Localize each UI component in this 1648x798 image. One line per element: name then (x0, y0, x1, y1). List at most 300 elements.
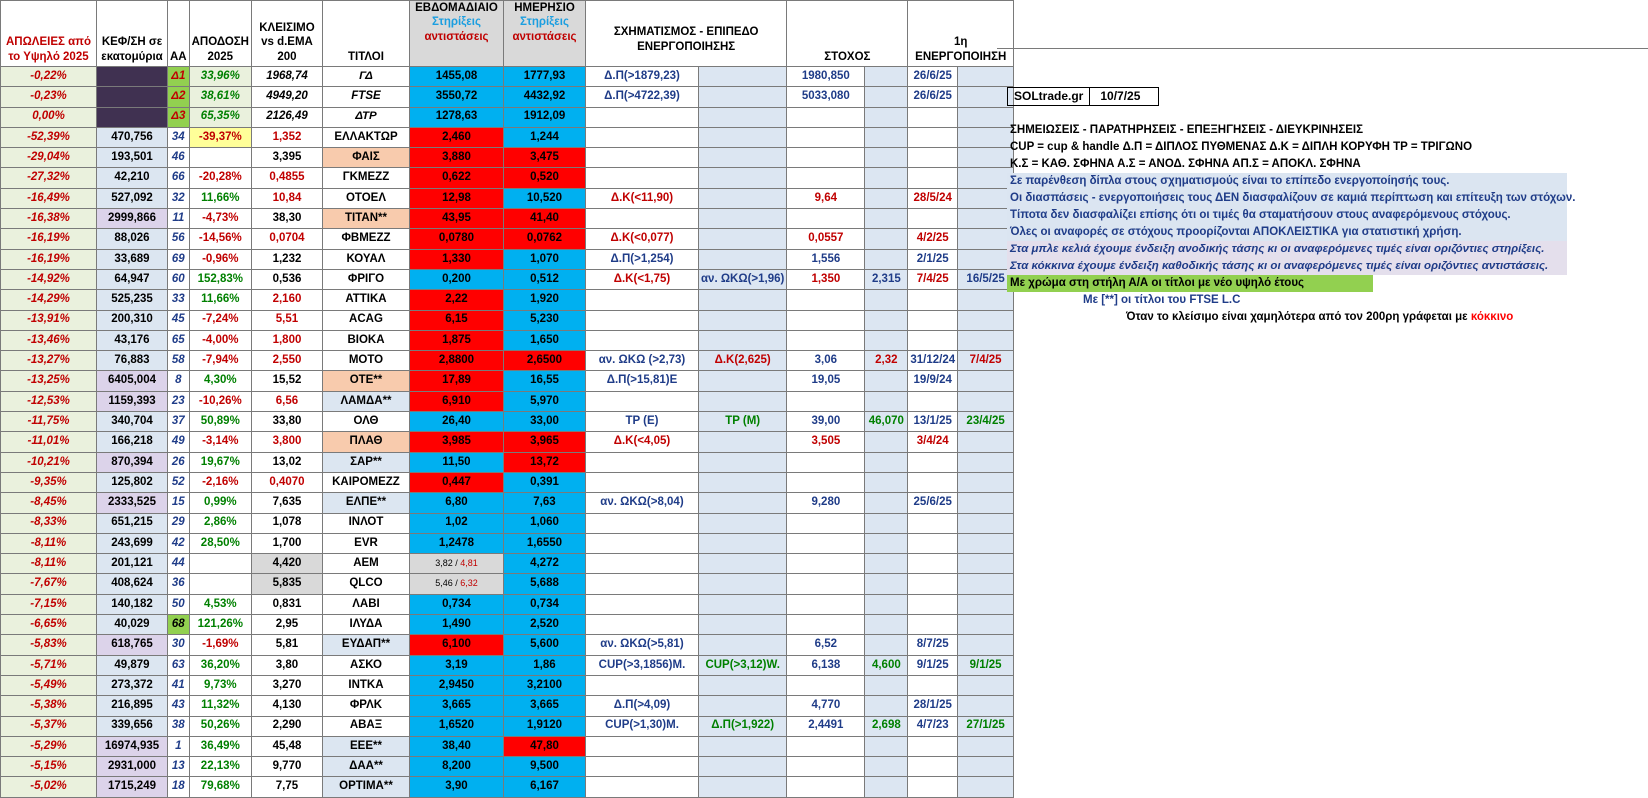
activation-cell (908, 615, 958, 635)
activation2-cell (958, 574, 1014, 594)
pattern2-cell (698, 330, 786, 350)
pattern-cell: αν. ΩΚΩ (>2,73) (585, 351, 698, 371)
target-cell (787, 330, 865, 350)
daily-cell: 33,00 (503, 412, 585, 432)
target-cell (787, 391, 865, 411)
weekly-cell: 1,490 (409, 615, 503, 635)
aa-cell: 8 (168, 371, 190, 391)
pattern-cell: Δ.Π(>4,09) (585, 696, 698, 716)
table-row (1, 655, 1014, 675)
ticker-cell: ΕΛΠΕ** (322, 493, 409, 513)
aa-cell: 63 (168, 655, 190, 675)
return-cell: -1,69% (189, 635, 251, 655)
close-cell: 4,420 (251, 554, 322, 574)
target-cell: 1980,850 (787, 67, 865, 87)
activation2-cell (958, 87, 1014, 107)
return-cell: 36,49% (189, 736, 251, 756)
daily-cell: 2,6500 (503, 351, 585, 371)
table-row (1, 269, 1014, 289)
return-cell: 50,26% (189, 716, 251, 736)
target-cell (787, 472, 865, 492)
close-cell: 1,078 (251, 513, 322, 533)
cap-cell: 88,026 (97, 229, 168, 249)
loss-cell: -9,35% (1, 472, 97, 492)
aa-cell: 18 (168, 777, 190, 797)
activation2-cell: 23/4/25 (958, 412, 1014, 432)
header-row (1, 1, 1014, 67)
ticker-cell: ΑΣΚΟ (322, 655, 409, 675)
target2-cell (865, 554, 908, 574)
pattern2-cell: Δ.Π(>1,922) (698, 716, 786, 736)
daily-cell: 0,734 (503, 594, 585, 614)
activation2-cell (958, 736, 1014, 756)
target2-cell (865, 67, 908, 87)
target-cell (787, 452, 865, 472)
target-cell: 9,64 (787, 188, 865, 208)
loss-cell: -11,01% (1, 432, 97, 452)
aa-cell: 15 (168, 493, 190, 513)
cap-cell: 64,947 (97, 269, 168, 289)
ticker-cell: ΕΥΔΑΠ** (322, 635, 409, 655)
close-cell: 0,4070 (251, 472, 322, 492)
loss-cell: -5,15% (1, 757, 97, 777)
target2-cell (865, 87, 908, 107)
ticker-cell: ΑΒΑΞ (322, 716, 409, 736)
note-targets: Τίποτα δεν διασφαλίζει επίσης ότι οι τιμές θα σταματήσουν στους αναφερόμενους στόχους. (1007, 207, 1567, 224)
daily-cell: 1912,09 (503, 107, 585, 127)
table-row (1, 615, 1014, 635)
pattern-cell (585, 472, 698, 492)
loss-cell: -5,37% (1, 716, 97, 736)
cap-cell: 140,182 (97, 594, 168, 614)
legend-line-1: CUP = cup & handle Δ.Π = ΔΙΠΛΟΣ ΠΥΘΜΕΝΑΣ Δ.Κ = ΔΙΠΛΗ ΚΟΡΥΦΗ TP = ΤΡΙΓΩΝΟ (1010, 141, 1473, 153)
target2-cell (865, 209, 908, 229)
table-row (1, 635, 1014, 655)
aa-cell: 30 (168, 635, 190, 655)
close-cell: 45,48 (251, 736, 322, 756)
weekly-cell: 2,460 (409, 127, 503, 147)
weekly-cell: 6,910 (409, 391, 503, 411)
close-cell: 0,831 (251, 594, 322, 614)
header-loss: ΑΠΩΛΕΙΕΣ από το Υψηλό 2025 (1, 1, 97, 67)
loss-cell: -52,39% (1, 127, 97, 147)
return-cell: 9,73% (189, 675, 251, 695)
activation2-cell (958, 188, 1014, 208)
activation2-cell (958, 432, 1014, 452)
return-cell: 121,26% (189, 615, 251, 635)
cap-cell: 273,372 (97, 675, 168, 695)
activation2-cell (958, 472, 1014, 492)
loss-cell: -16,19% (1, 229, 97, 249)
table-row (1, 209, 1014, 229)
pattern2-cell (698, 554, 786, 574)
ticker-cell: ΑΕΜ (322, 554, 409, 574)
header-daily-support: Στηρίξεις (520, 16, 569, 29)
header-activation: 1η ΕΝΕΡΓΟΠΟΙΗΣΗ (908, 1, 1014, 67)
loss-cell: -13,91% (1, 310, 97, 330)
cap-cell: 408,624 (97, 574, 168, 594)
close-cell: 38,30 (251, 209, 322, 229)
weekly-cell: 1,6520 (409, 716, 503, 736)
ticker-cell: QLCO (322, 574, 409, 594)
target2-cell (865, 127, 908, 147)
ticker-cell: ΓΚΜΕΖΖ (322, 168, 409, 188)
return-cell: 36,20% (189, 655, 251, 675)
daily-cell: 1,86 (503, 655, 585, 675)
daily-cell: 13,72 (503, 452, 585, 472)
cap-cell: 201,121 (97, 554, 168, 574)
daily-cell: 5,688 (503, 574, 585, 594)
return-cell: -3,14% (189, 432, 251, 452)
pattern-cell: Δ.Π(>1879,23) (585, 67, 698, 87)
pattern-cell (585, 757, 698, 777)
target2-cell (865, 777, 908, 797)
activation-cell: 25/6/25 (908, 493, 958, 513)
weekly-cell (409, 574, 503, 594)
pattern2-cell: Δ.Κ(2,625) (698, 351, 786, 371)
target2-cell: 46,070 (865, 412, 908, 432)
activation2-cell (958, 452, 1014, 472)
table-row (1, 696, 1014, 716)
activation2-cell (958, 127, 1014, 147)
loss-cell: -8,45% (1, 493, 97, 513)
pattern-cell (585, 777, 698, 797)
pattern-cell (585, 290, 698, 310)
legend-line-2: Κ.Σ = ΚΑΘ. ΣΦΗΝΑ Α.Σ = ΑΝΟΔ. ΣΦΗΝΑ ΑΠ.Σ = ΑΠΟΚΛ. ΣΦΗΝΑ (1010, 158, 1361, 170)
table-row (1, 371, 1014, 391)
activation2-cell (958, 615, 1014, 635)
cap-cell: 43,176 (97, 330, 168, 350)
target2-cell (865, 635, 908, 655)
header-weekly-support: Στηρίξεις (432, 16, 481, 29)
weekly-cell: 3,19 (409, 655, 503, 675)
aa-cell: 50 (168, 594, 190, 614)
activation2-cell (958, 67, 1014, 87)
target-cell: 9,280 (787, 493, 865, 513)
loss-cell: -14,29% (1, 290, 97, 310)
return-cell: -20,28% (189, 168, 251, 188)
ticker-cell: ΒΙΟΚΑ (322, 330, 409, 350)
target2-cell: 4,600 (865, 655, 908, 675)
pattern-cell: αν. ΩΚΩ(>8,04) (585, 493, 698, 513)
target2-cell (865, 229, 908, 249)
aa-cell: 36 (168, 574, 190, 594)
loss-cell: -7,15% (1, 594, 97, 614)
header-return: ΑΠΟΔΟΣΗ 2025 (189, 1, 251, 67)
ticker-cell: ΟΤΕ** (322, 371, 409, 391)
cap-cell: 2333,525 (97, 493, 168, 513)
pattern-cell (585, 574, 698, 594)
daily-cell: 0,0762 (503, 229, 585, 249)
table-row (1, 493, 1014, 513)
weekly-cell: 0,200 (409, 269, 503, 289)
aa-cell: 38 (168, 716, 190, 736)
table-row (1, 574, 1014, 594)
weekly-cell: 0,447 (409, 472, 503, 492)
cap-cell (97, 87, 168, 107)
note-no-guarantee: Οι διασπάσεις - ενεργοποιήσεις τους ΔΕΝ διασφαλίζουν σε καμιά περίπτωση και επίτευξη των στόχων. (1007, 190, 1567, 207)
note-red-cells: Στα κόκκινα έχουμε ένδειξη καθοδικής τάσης κι οι αναφερόμενες τιμές είναι οριζόντιες αντιστάσεις. (1007, 258, 1567, 275)
pattern-cell: Δ.Π(>15,81)Ε (585, 371, 698, 391)
close-cell: 1968,74 (251, 67, 322, 87)
loss-cell: -12,53% (1, 391, 97, 411)
target-cell (787, 168, 865, 188)
aa-cell: 68 (168, 615, 190, 635)
target2-cell (865, 452, 908, 472)
close-cell: 3,800 (251, 432, 322, 452)
return-cell (189, 574, 251, 594)
close-cell: 5,81 (251, 635, 322, 655)
loss-cell: -16,38% (1, 209, 97, 229)
pattern-cell: αν. ΩΚΩ(>5,81) (585, 635, 698, 655)
weekly-cell: 6,100 (409, 635, 503, 655)
pattern-cell (585, 452, 698, 472)
daily-cell: 1,920 (503, 290, 585, 310)
aa-cell: 37 (168, 412, 190, 432)
return-cell: 11,66% (189, 188, 251, 208)
loss-cell: -8,11% (1, 554, 97, 574)
activation-cell (908, 168, 958, 188)
aa-cell: 44 (168, 554, 190, 574)
pattern2-cell (698, 594, 786, 614)
target-cell (787, 148, 865, 168)
activation-cell: 4/2/25 (908, 229, 958, 249)
close-cell: 15,52 (251, 371, 322, 391)
activation-cell (908, 330, 958, 350)
table-row (1, 777, 1014, 797)
weekly-cell: 0,734 (409, 594, 503, 614)
activation2-cell: 27/1/25 (958, 716, 1014, 736)
loss-cell: -5,49% (1, 675, 97, 695)
activation2-cell (958, 209, 1014, 229)
activation-cell (908, 675, 958, 695)
weekly-cell: 38,40 (409, 736, 503, 756)
activation-cell (908, 554, 958, 574)
target2-cell (865, 432, 908, 452)
brand-box (1007, 87, 1159, 106)
activation-cell: 9/1/25 (908, 655, 958, 675)
ticker-cell: ΦΡΛΚ (322, 696, 409, 716)
pattern2-cell (698, 290, 786, 310)
ticker-cell: ΣΑΡ** (322, 452, 409, 472)
header-aa: ΑΑ (168, 1, 190, 67)
activation-cell: 31/12/24 (908, 351, 958, 371)
activation2-cell (958, 148, 1014, 168)
target-cell (787, 107, 865, 127)
table-row (1, 351, 1014, 371)
close-cell: 13,02 (251, 452, 322, 472)
cap-cell: 42,210 (97, 168, 168, 188)
close-cell: 0,536 (251, 269, 322, 289)
aa-cell: Δ1 (168, 67, 190, 87)
return-cell: 11,66% (189, 290, 251, 310)
daily-cell: 16,55 (503, 371, 585, 391)
weekly-cell: 2,9450 (409, 675, 503, 695)
return-cell: 65,35% (189, 107, 251, 127)
return-cell: -7,24% (189, 310, 251, 330)
activation2-cell (958, 330, 1014, 350)
close-cell: 0,0704 (251, 229, 322, 249)
header-cap: ΚΕΦ/ΣΗ σε εκατομύρια (97, 1, 168, 67)
cap-cell: 1159,393 (97, 391, 168, 411)
weekly-cell: 2,8800 (409, 351, 503, 371)
activation-cell: 26/6/25 (908, 87, 958, 107)
loss-cell: -13,25% (1, 371, 97, 391)
daily-cell: 6,167 (503, 777, 585, 797)
aa-cell: 65 (168, 330, 190, 350)
weekly-cell: 26,40 (409, 412, 503, 432)
ticker-cell: ΚΑΙΡΟΜΕΖΖ (322, 472, 409, 492)
activation2-cell (958, 635, 1014, 655)
pattern-cell (585, 168, 698, 188)
loss-cell: -29,04% (1, 148, 97, 168)
daily-cell: 10,520 (503, 188, 585, 208)
loss-cell: -27,32% (1, 168, 97, 188)
ticker-cell: ΙΝΤΚΑ (322, 675, 409, 695)
daily-cell: 4432,92 (503, 87, 585, 107)
target-cell (787, 554, 865, 574)
note-ema (1123, 309, 1513, 326)
target-cell: 6,138 (787, 655, 865, 675)
return-cell: -39,37% (189, 127, 251, 147)
close-cell: 5,835 (251, 574, 322, 594)
pattern2-cell (698, 615, 786, 635)
pattern2-cell (698, 229, 786, 249)
target2-cell (865, 533, 908, 553)
target2-cell (865, 594, 908, 614)
cap-cell: 243,699 (97, 533, 168, 553)
header-daily-resistance: αντιστάσεις (512, 30, 577, 43)
daily-cell: 7,63 (503, 493, 585, 513)
return-cell: 22,13% (189, 757, 251, 777)
target-cell: 2,4491 (787, 716, 865, 736)
pattern2-cell (698, 87, 786, 107)
activation-cell (908, 533, 958, 553)
aa-cell: 23 (168, 391, 190, 411)
pattern2-cell (698, 452, 786, 472)
header-weekly (409, 1, 503, 67)
pattern-cell: Δ.Π(>4722,39) (585, 87, 698, 107)
pattern2-cell (698, 127, 786, 147)
aa-cell: 33 (168, 290, 190, 310)
daily-cell: 2,520 (503, 615, 585, 635)
pattern-cell (585, 533, 698, 553)
pattern2-cell (698, 513, 786, 533)
pattern-cell: CUP(>1,30)M. (585, 716, 698, 736)
loss-cell: -16,49% (1, 188, 97, 208)
weekly-sep: / (452, 558, 461, 569)
loss-cell: -8,33% (1, 513, 97, 533)
ticker-cell: ΚΟΥΑΛ (322, 249, 409, 269)
loss-cell: -11,75% (1, 412, 97, 432)
aa-cell: 11 (168, 209, 190, 229)
activation-cell (908, 107, 958, 127)
target2-cell: 2,32 (865, 351, 908, 371)
daily-cell: 0,391 (503, 472, 585, 492)
close-cell: 2,290 (251, 716, 322, 736)
activation-cell: 19/9/24 (908, 371, 958, 391)
aa-cell: Δ3 (168, 107, 190, 127)
close-cell: 0,4855 (251, 168, 322, 188)
target-cell (787, 675, 865, 695)
aa-cell: 49 (168, 432, 190, 452)
cap-cell: 40,029 (97, 615, 168, 635)
ticker-cell: ΔΤΡ (322, 107, 409, 127)
target-cell (787, 615, 865, 635)
header-titles: ΤΙΤΛΟΙ (322, 1, 409, 67)
loss-cell: -5,29% (1, 736, 97, 756)
pattern2-cell (698, 696, 786, 716)
daily-cell: 1,060 (503, 513, 585, 533)
aa-cell: 42 (168, 533, 190, 553)
table-row (1, 229, 1014, 249)
target-cell: 6,52 (787, 635, 865, 655)
header-weekly-title: ΕΒΔΟΜΑΔΙΑΙΟ (415, 2, 498, 14)
target2-cell (865, 249, 908, 269)
daily-cell: 0,520 (503, 168, 585, 188)
target-cell: 1,556 (787, 249, 865, 269)
return-cell: 4,30% (189, 371, 251, 391)
target2-cell (865, 736, 908, 756)
loss-cell: -0,22% (1, 67, 97, 87)
return-cell: 152,83% (189, 269, 251, 289)
pattern2-cell: αν. ΩΚΩ(>1,96) (698, 269, 786, 289)
return-cell: 4,53% (189, 594, 251, 614)
table-row (1, 594, 1014, 614)
aa-cell: 34 (168, 127, 190, 147)
daily-cell: 1,244 (503, 127, 585, 147)
close-cell: 1,352 (251, 127, 322, 147)
pattern-cell (585, 736, 698, 756)
activation2-cell (958, 290, 1014, 310)
weekly-cell: 3,665 (409, 696, 503, 716)
return-cell: 38,61% (189, 87, 251, 107)
activation-cell (908, 777, 958, 797)
pattern-cell (585, 127, 698, 147)
ticker-cell: ΓΔ (322, 67, 409, 87)
daily-cell: 9,500 (503, 757, 585, 777)
target2-cell (865, 188, 908, 208)
ticker-cell: ΟΛΘ (322, 412, 409, 432)
cap-cell: 33,689 (97, 249, 168, 269)
target-cell (787, 736, 865, 756)
cap-cell: 340,704 (97, 412, 168, 432)
activation2-cell (958, 310, 1014, 330)
pattern-cell (585, 310, 698, 330)
target2-cell (865, 472, 908, 492)
pattern2-cell: TP (M) (698, 412, 786, 432)
activation-cell (908, 594, 958, 614)
return-cell: 79,68% (189, 777, 251, 797)
return-cell: -0,96% (189, 249, 251, 269)
cap-cell: 76,883 (97, 351, 168, 371)
aa-cell: 58 (168, 351, 190, 371)
cap-cell: 470,756 (97, 127, 168, 147)
weekly-cell: 43,95 (409, 209, 503, 229)
table-row (1, 127, 1014, 147)
return-cell (189, 148, 251, 168)
cap-cell: 2931,000 (97, 757, 168, 777)
activation-cell: 28/5/24 (908, 188, 958, 208)
pattern2-cell (698, 148, 786, 168)
weekly-resistance: 4,81 (460, 558, 478, 569)
pattern2-cell (698, 67, 786, 87)
target2-cell (865, 148, 908, 168)
return-cell: 11,32% (189, 696, 251, 716)
aa-cell: 29 (168, 513, 190, 533)
pattern-cell: Δ.Κ(<11,90) (585, 188, 698, 208)
target-cell: 5033,080 (787, 87, 865, 107)
